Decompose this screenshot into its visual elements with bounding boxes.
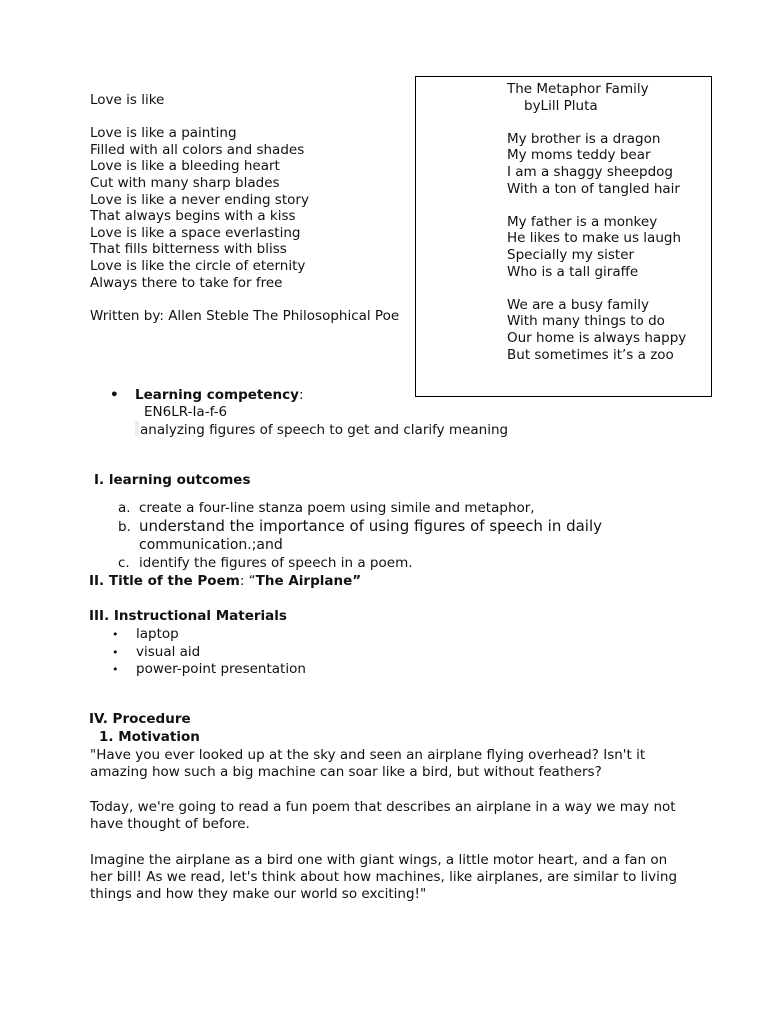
poem-line: I am a shaggy sheepdog	[507, 163, 674, 180]
poem-credit: Written by: Allen Steble The Philosophical Poe	[90, 307, 400, 324]
competency-description: analyzing figures of speech to get and clarify meaning	[140, 422, 509, 438]
poem-metaphor-family	[507, 81, 686, 363]
poem-line: Love is like a bleeding heart	[90, 158, 280, 175]
poem-line: But sometimes it’s a zoo	[507, 346, 674, 363]
poem-line: Love is like a never ending story	[90, 191, 309, 208]
bullet-icon: •	[112, 628, 119, 641]
outcome-item: c. identify the figures of speech in a poem.	[118, 555, 413, 571]
outcome-item: b. understand the importance of using figures of speech in daily	[118, 517, 603, 535]
poem-line: He likes to make us laugh	[507, 230, 682, 247]
motivation-heading: 1. Motivation	[99, 729, 200, 745]
poem-line: That fills bitterness with bliss	[90, 241, 287, 258]
competency-code: EN6LR-Ia-f-6	[144, 404, 228, 420]
poem-line: My moms teddy bear	[507, 147, 651, 164]
poem-line: Love is like the circle of eternity	[90, 257, 306, 274]
list-item: • power-point presentation	[112, 661, 306, 678]
poem-line: Cut with many sharp blades	[90, 174, 280, 191]
poem-line: With many things to do	[507, 313, 665, 330]
poem-title-line: II. Title of the Poem: “The Airplane”	[89, 573, 362, 589]
paragraph: Imagine the airplane as a bird one with giant wings, a little motor heart, and a fan on her bill! As we read, let's think about how machines, like airplanes, are similar to living things and how they make our world so exciting!"	[90, 852, 678, 902]
learning-competency	[110, 387, 304, 404]
poem-line: Love is like a painting	[90, 125, 237, 142]
materials-heading: III. Instructional Materials	[89, 608, 287, 624]
materials-list	[112, 626, 306, 679]
poem-line: Our home is always happy	[507, 329, 687, 346]
competency-description-row	[135, 421, 508, 439]
poem-line: Love is like a space everlasting	[90, 224, 301, 241]
competency-label: Learning competency	[135, 387, 299, 403]
poem-title-label: II. Title of the Poem	[89, 573, 240, 589]
poem-line: With a ton of tangled hair	[507, 180, 680, 197]
poem-love-is-like	[90, 92, 399, 324]
procedure-heading: IV. Procedure	[89, 711, 191, 727]
poem-line: My father is a monkey	[507, 213, 658, 230]
paragraph: "Have you ever looked up at the sky and seen an airplane flying overhead? Isn't it amazing how such a big machine can soar like a bird, but without feathers?	[90, 747, 646, 780]
outcome-item-continuation: communication.;and	[139, 537, 283, 553]
poem-line: Always there to take for free	[90, 274, 283, 291]
poem-line: Who is a tall giraffe	[507, 263, 639, 280]
outcomes-heading: I. learning outcomes	[94, 472, 251, 488]
bullet-icon: •	[112, 645, 119, 659]
poem-line: Specially my sister	[507, 246, 635, 263]
list-item: • laptop	[112, 626, 179, 642]
bullet-icon: •	[112, 663, 119, 677]
list-item: • visual aid	[112, 643, 201, 660]
bullet-icon: •	[110, 387, 119, 403]
poem-title: Love is like	[90, 92, 165, 108]
outcome-item: a. create a four-line stanza poem using simile and metaphor,	[118, 500, 535, 516]
poem-title: The Metaphor Family	[507, 81, 649, 97]
paragraph: Today, we're going to read a fun poem that describes an airplane in a way we may not have thought of before.	[90, 799, 676, 832]
poem-line: Filled with all colors and shades	[90, 141, 305, 158]
poem-line: My brother is a dragon	[507, 130, 661, 147]
poem-line: We are a busy family	[507, 296, 649, 313]
poem-line: That always begins with a kiss	[90, 208, 296, 225]
poem-author: byLill Pluta	[524, 97, 598, 114]
competency-colon: :	[298, 387, 304, 403]
poem-title-value: The Airplane”	[255, 573, 362, 589]
